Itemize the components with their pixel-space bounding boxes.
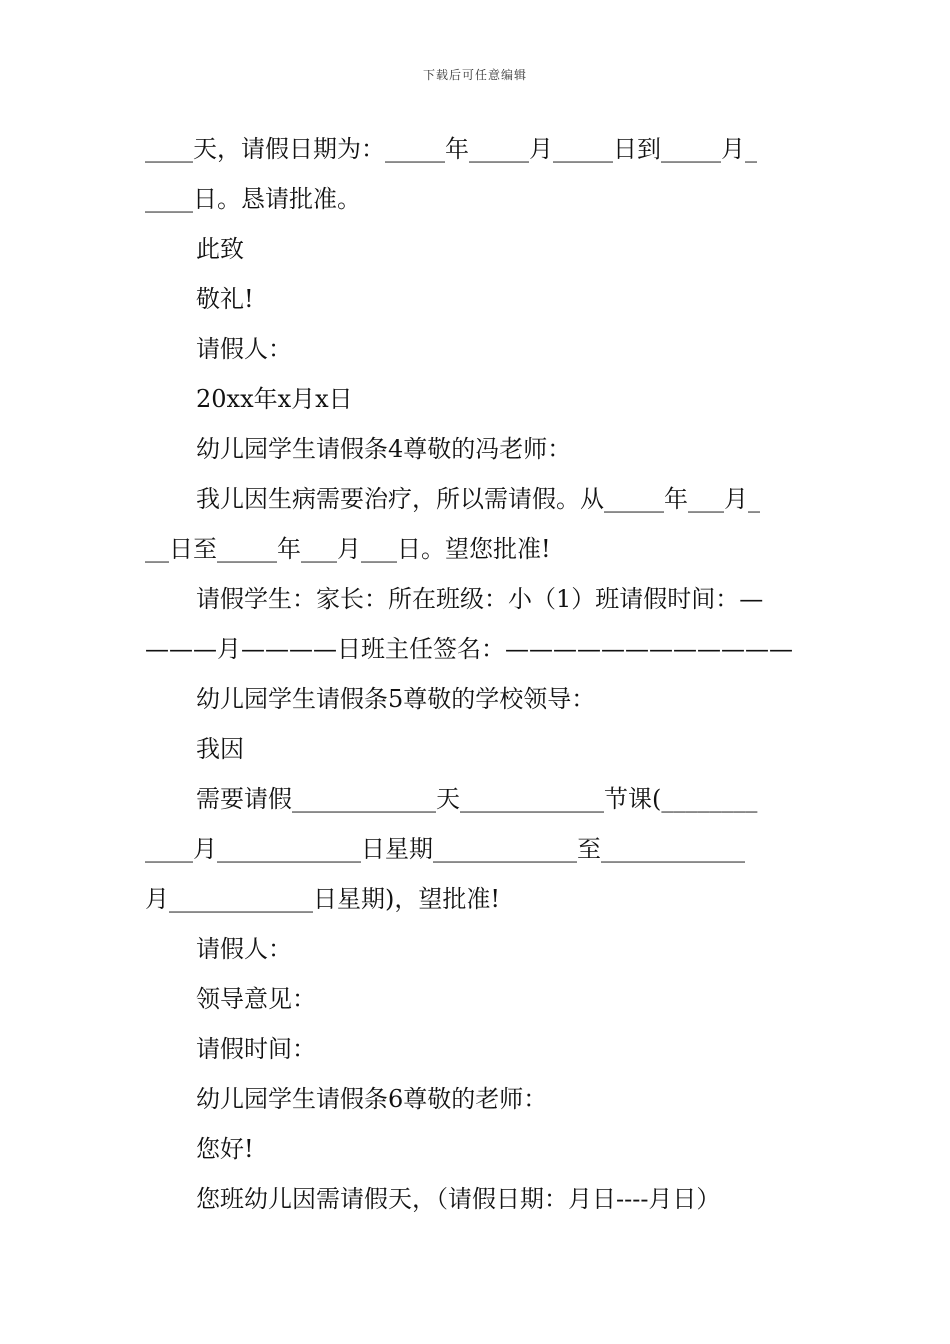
text-line: 20xx年x月x日 <box>196 385 353 413</box>
text-line: ____日。恳请批准。 <box>145 185 361 213</box>
text-line: 请假时间： <box>196 1035 316 1063</box>
text-line: 月____________日星期)，望批准! <box>145 885 501 913</box>
text-line: 敬礼! <box>196 285 254 313</box>
text-line: 需要请假____________天____________节课(________ <box>196 785 758 813</box>
text-line: 您班幼儿因需请假天，（请假日期：月日----月日） <box>196 1185 721 1213</box>
text-line: 领导意见： <box>196 985 316 1013</box>
text-line: 幼儿园学生请假条6尊敬的老师： <box>196 1085 548 1113</box>
text-line: 我因 <box>196 735 244 763</box>
text-line: 请假人： <box>196 335 292 363</box>
document-body <box>145 124 807 1224</box>
text-line: 此致 <box>196 235 244 263</box>
text-line: 幼儿园学生请假条4尊敬的冯老师： <box>196 435 572 463</box>
text-line: 我儿因生病需要治疗，所以需请假。从_____年___月_ <box>196 485 760 513</box>
text-line: 幼儿园学生请假条5尊敬的学校领导： <box>196 685 596 713</box>
page-header: 下载后可任意编辑 <box>422 68 527 82</box>
text-line: 请假学生：家长：所在班级：小（1）班请假时间：— <box>196 585 764 613</box>
text-line: ____月____________日星期____________至____________ <box>145 835 745 863</box>
text-line: ———月————日班主任签名：———————————— <box>145 635 793 663</box>
text-line: 您好! <box>196 1135 254 1163</box>
text-line: 请假人： <box>196 935 292 963</box>
text-line: ____天，请假日期为：_____年_____月_____日到_____月_ <box>145 135 757 163</box>
text-line: __日至_____年___月___日。望您批准! <box>145 535 551 563</box>
